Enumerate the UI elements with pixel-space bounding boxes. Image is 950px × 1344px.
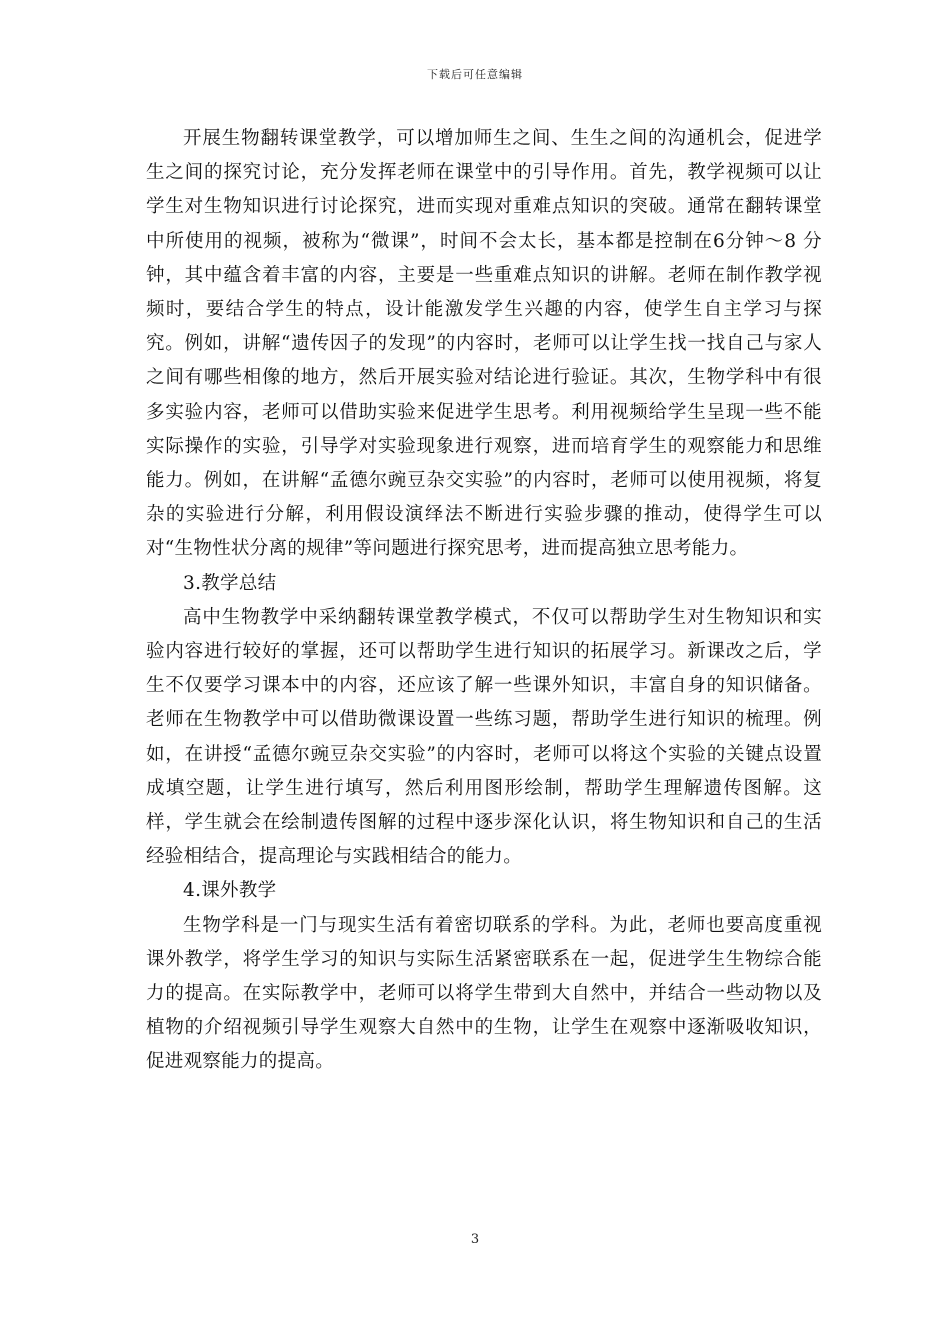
section-heading-teaching-summary: 3.教学总结 — [183, 572, 277, 594]
page-header: 下载后可任意编辑 — [427, 68, 523, 81]
section-heading-outdoor-teaching: 4.课外教学 — [183, 880, 277, 902]
document-body — [146, 122, 822, 1080]
paragraph-flipped-classroom: 开展生物翻转课堂教学，可以增加师生之间、生生之间的沟通机会，促进学生之间的探究讨论，充分发挥老师在课堂中的引导作用。首先，教学视频可以让学生对生物知识进行讨论探究，进而实现对重难点知识的突破。通常在翻转课堂中所使用的视频，被称为“微课”，时间不会太长，基本都是控制在6分钟～8 分钟，其中蕴含着丰富的内容，主要是一些重难点知识的讲解。老师在制作教学视频时，要结合学生的特点，设计能激发学生兴趣的内容，使学生自主学习与探究。例如，讲解“遗传因子的发现”的内容时，老师可以让学生找一找自己与家人之间有哪些相像的地方，然后开展实验对结论进行验证。其次，生物学科中有很多实验内容，老师可以借助实验来促进学生思考。利用视频给学生呈现一些不能实际操作的实验，引导学对实验现象进行观察，进而培育学生的观察能力和思维能力。例如，在讲解“孟德尔豌豆杂交实验”的内容时，老师可以使用视频，将复杂的实验进行分解，利用假设演绎法不断进行实验步骤的推动，使得学生可以对“生物性状分离的规律”等问题进行探究思考，进而提高独立思考能力。 — [146, 128, 822, 560]
page-number: 3 — [470, 1232, 480, 1247]
paragraph-teaching-summary: 高中生物教学中采纳翻转课堂教学模式，不仅可以帮助学生对生物知识和实验内容进行较好的掌握，还可以帮助学生进行知识的拓展学习。新课改之后，学生不仅要学习课本中的内容，还应该了解一些课外知识，丰富自身的知识储备。老师在生物教学中可以借助微课设置一些练习题，帮助学生进行知识的梳理。例如，在讲授“孟德尔豌豆杂交实验”的内容时，老师可以将这个实验的关键点设置成填空题，让学生进行填写，然后利用图形绘制，帮助学生理解遗传图解。这样，学生就会在绘制遗传图解的过程中逐步深化认识，将生物知识和自己的生活经验相结合，提高理论与实践相结合的能力。 — [146, 606, 822, 868]
paragraph-outdoor-teaching: 生物学科是一门与现实生活有着密切联系的学科。为此，老师也要高度重视课外教学，将学生学习的知识与实际生活紧密联系在一起，促进学生生物综合能力的提高。在实际教学中，老师可以将学生带到大自然中，并结合一些动物以及植物的介绍视频引导学生观察大自然中的生物，让学生在观察中逐渐吸收知识，促进观察能力的提高。 — [146, 914, 822, 1073]
